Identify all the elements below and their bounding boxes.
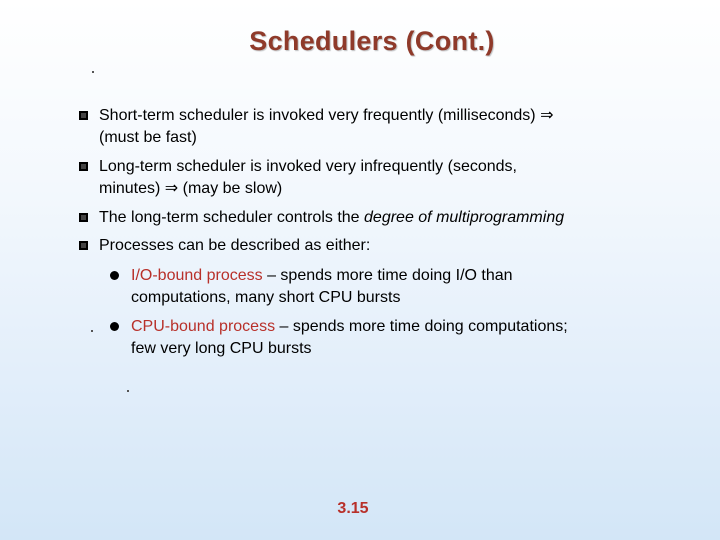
bullet-line: (must be fast) <box>99 129 197 146</box>
sub-bullet-line: few very long CPU bursts <box>131 340 312 357</box>
sub-bullet-line <box>131 316 568 338</box>
bullet-line <box>99 207 564 229</box>
circle-bullet-icon <box>110 322 119 331</box>
page-number: 3.15 <box>337 500 369 517</box>
implies-arrow-icon: ⇒ <box>164 180 179 197</box>
square-bullet-icon <box>79 162 88 171</box>
stray-dot <box>127 390 129 392</box>
bullet-text: Short-term scheduler is invoked very frequently (milliseconds) <box>99 107 541 124</box>
bullet-text: minutes) <box>99 180 165 197</box>
sub-bullet-text: – spends more time doing computations; <box>275 318 568 335</box>
emphasis-text: degree of multiprogramming <box>364 209 565 226</box>
bullet-line <box>99 178 282 200</box>
bullet-text: The long-term scheduler controls the <box>99 209 365 226</box>
term-text: I/O-bound process <box>131 267 263 284</box>
bullet-line: Processes can be described as either: <box>99 237 371 254</box>
sub-bullet-line <box>131 265 513 287</box>
bullet-text: (may be slow) <box>178 180 283 197</box>
implies-arrow-icon: ⇒ <box>540 107 554 124</box>
square-bullet-icon <box>79 213 88 222</box>
bullet-line <box>99 105 553 127</box>
sub-bullet-text: – spends more time doing I/O than <box>262 267 513 284</box>
stray-dot <box>92 71 94 73</box>
square-bullet-icon <box>79 241 88 250</box>
slide-title: Schedulers (Cont.) <box>249 26 495 56</box>
circle-bullet-icon <box>110 271 119 280</box>
stray-dot <box>91 330 93 332</box>
bullet-line: Long-term scheduler is invoked very infrequently (seconds, <box>99 158 517 175</box>
square-bullet-icon <box>79 111 88 120</box>
term-text: CPU-bound process <box>131 318 276 335</box>
sub-bullet-line: computations, many short CPU bursts <box>131 289 401 306</box>
